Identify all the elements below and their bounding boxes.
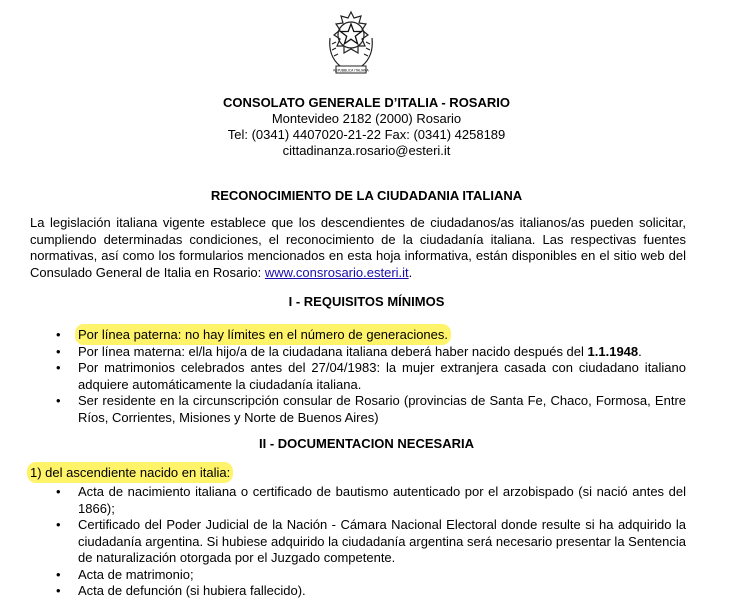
intro-text: La legislación italiana vigente establece que los descendientes de ciudadanos/as italianos/as pueden solicitar, cumpliendo determinadas condiciones, el reconocimiento de la ciudadanía italiana. Las respectivas fuentes normativas, así como los formularios mencionados en esta hoja informativa, están disponibles en el sitio web del Consulado General de Italia en Rosario:	[30, 215, 686, 280]
intro-paragraph	[30, 215, 686, 281]
list-item	[30, 344, 686, 361]
document-title: RECONOCIMIENTO DE LA CIUDADANIA ITALIANA	[210, 188, 523, 203]
section-heading-documentacion: II - DOCUMENTACION NECESARIA	[259, 436, 474, 451]
consulate-name: CONSOLATO GENERALE D’ITALIA - ROSARIO	[223, 95, 510, 110]
documentacion-list	[30, 484, 686, 600]
requisitos-list	[30, 327, 686, 426]
list-item: • Acta de defunción (si hubiera fallecido).	[30, 583, 686, 600]
list-item: • Por matrimonios celebrados antes del 27/04/1983: la mujer extranjera casada con ciudadano italiano adquiere automáticamente la ciudadanía italiana.	[30, 360, 686, 393]
list-item: • Acta de matrimonio;	[30, 567, 686, 584]
section-heading-requisitos: I - REQUISITOS MÍNIMOS	[288, 294, 445, 309]
website-link[interactable]: www.consrosario.esteri.it	[264, 264, 409, 280]
list-item-text: Por línea materna: el/la hijo/a de la ciudadana italiana deberá haber nacido después del	[78, 343, 588, 359]
list-item: • Ser residente en la circunscripción consular de Rosario (provincias de Santa Fe, Chaco, Formosa, Entre Ríos, Corrientes, Misiones y Norte de Buenos Aires)	[30, 393, 686, 426]
highlighted-text: Por línea paterna: no hay límites en el número de generaciones.	[78, 327, 449, 342]
consulate-phone: Tel: (0341) 4407020-21-22 Fax: (0341) 4258189	[227, 127, 506, 142]
date-bold: 1.1.1948	[587, 343, 639, 359]
list-item: • Certificado del Poder Judicial de la Nación - Cámara Nacional Electoral donde resulte si ha adquirido la ciudadanía argentina. Si hubiese adquirido la ciudadanía argentina será necesario presentar la Sentencia de naturalización otorgada por el Juzgado competente.	[30, 517, 686, 567]
intro-end: .	[408, 264, 413, 280]
consulate-address: Montevideo 2182 (2000) Rosario	[271, 111, 462, 126]
consulate-email: cittadinanza.rosario@esteri.it	[282, 143, 451, 158]
highlighted-subheading: 1) del ascendiente nacido en italia:	[30, 465, 231, 480]
subheading-ascendiente	[30, 465, 230, 482]
list-item: • Acta de nacimiento italiana o certificado de bautismo autenticado por el arzobispado (si nació antes del 1866);	[30, 484, 686, 517]
list-item-end: .	[638, 343, 642, 359]
list-item	[30, 327, 686, 344]
italian-emblem-icon	[322, 8, 380, 84]
emblem-ribbon-text: REPUBBLICA ITALIANA	[333, 68, 369, 73]
